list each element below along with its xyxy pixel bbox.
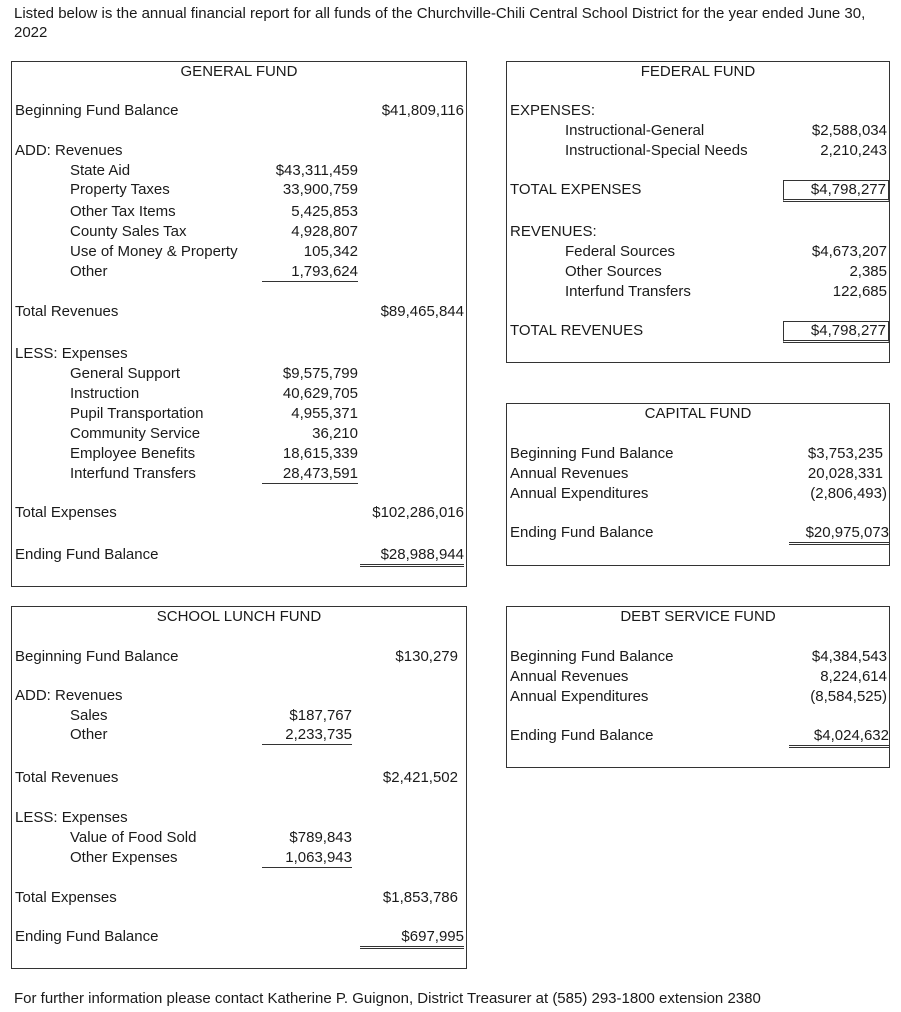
debt-row-label: Annual Revenues <box>510 668 629 685</box>
debt-row-value: (8,584,525) <box>810 688 887 705</box>
general-expense-label: Interfund Transfers <box>70 465 196 482</box>
capital-row-label: Annual Expenditures <box>510 485 649 502</box>
general-total-expenses-value: $102,286,016 <box>372 504 464 521</box>
capital-row-value: (2,806,493) <box>810 485 887 502</box>
school-lunch-fund-box <box>11 606 467 969</box>
lunch-beginning-label: Beginning Fund Balance <box>15 648 179 665</box>
general-expense-label: General Support <box>70 365 181 382</box>
lunch-total-expenses-label: Total Expenses <box>15 889 117 906</box>
capital-ending-value: $20,975,073 <box>789 524 889 545</box>
general-fund-box <box>11 61 467 587</box>
general-revenue-value: $43,311,459 <box>275 162 358 179</box>
debt-row-value: 8,224,614 <box>820 668 887 685</box>
federal-revenue-label: Other Sources <box>565 263 662 280</box>
debt-service-fund-box <box>506 606 890 768</box>
general-revenues-header: ADD: Revenues <box>15 142 123 159</box>
lunch-revenues-header: ADD: Revenues <box>15 687 123 704</box>
general-expense-label: Employee Benefits <box>70 445 196 462</box>
federal-revenue-value: 122,685 <box>832 283 887 300</box>
lunch-expense-value: 1,063,943 <box>262 849 352 868</box>
lunch-expense-value: $789,843 <box>289 829 352 846</box>
debt-row-label: Annual Expenditures <box>510 688 649 705</box>
general-revenue-label: Property Taxes <box>70 181 170 198</box>
general-expense-value: 28,473,591 <box>262 465 358 484</box>
capital-row-label: Beginning Fund Balance <box>510 445 674 462</box>
school-lunch-fund-title: SCHOOL LUNCH FUND <box>156 608 322 625</box>
lunch-expenses-header: LESS: Expenses <box>15 809 128 826</box>
general-expense-value: $9,575,799 <box>282 365 358 382</box>
general-revenue-label: County Sales Tax <box>70 223 187 240</box>
general-revenue-value: 4,928,807 <box>291 223 358 240</box>
lunch-beginning-value: $130,279 <box>395 648 458 665</box>
general-revenue-label: Other <box>70 263 108 280</box>
lunch-expense-label: Value of Food Sold <box>70 829 197 846</box>
federal-fund-box <box>506 61 890 363</box>
general-ending-value: $28,988,944 <box>360 546 464 567</box>
federal-revenue-label: Interfund Transfers <box>565 283 691 300</box>
debt-row-value: $4,384,543 <box>811 648 887 665</box>
federal-revenues-header: REVENUES: <box>510 223 597 240</box>
capital-ending-label: Ending Fund Balance <box>510 524 654 541</box>
federal-total-revenues-label: TOTAL REVENUES <box>510 322 644 339</box>
lunch-revenue-label: Sales <box>70 707 108 724</box>
general-beginning-value: $41,809,116 <box>381 102 464 119</box>
general-revenue-label: Use of Money & Property <box>70 243 238 260</box>
general-ending-label: Ending Fund Balance <box>15 546 159 563</box>
federal-fund-title: FEDERAL FUND <box>640 63 756 80</box>
federal-expenses-header: EXPENSES: <box>510 102 596 119</box>
lunch-revenue-value: 2,233,735 <box>262 726 352 745</box>
general-beginning-label: Beginning Fund Balance <box>15 102 179 119</box>
general-expense-label: Community Service <box>70 425 201 442</box>
general-revenue-value: 33,900,759 <box>282 181 358 198</box>
general-expense-label: Pupil Transportation <box>70 405 204 422</box>
general-expense-value: 4,955,371 <box>291 405 358 422</box>
lunch-ending-label: Ending Fund Balance <box>15 928 159 945</box>
general-expense-value: 18,615,339 <box>282 445 358 462</box>
federal-total-revenues-value: $4,798,277 <box>783 321 889 343</box>
federal-expense-label: Instructional-General <box>565 122 705 139</box>
general-total-revenues-value: $89,465,844 <box>380 303 464 320</box>
capital-fund-title: CAPITAL FUND <box>644 405 752 422</box>
general-fund-title: GENERAL FUND <box>180 63 298 80</box>
general-revenue-label: State Aid <box>70 162 131 179</box>
general-revenue-value: 5,425,853 <box>291 203 358 220</box>
capital-row-label: Annual Revenues <box>510 465 629 482</box>
intro-text: Listed below is the annual financial report for all funds of the Churchville-Chili Central School District for the year ended June 30, 2022 <box>14 5 866 41</box>
debt-ending-value: $4,024,632 <box>789 727 889 748</box>
federal-revenue-value: 2,385 <box>849 263 887 280</box>
general-expense-value: 40,629,705 <box>282 385 358 402</box>
lunch-total-revenues-label: Total Revenues <box>15 769 119 786</box>
federal-total-expenses-value: $4,798,277 <box>783 180 889 202</box>
debt-row-label: Beginning Fund Balance <box>510 648 674 665</box>
general-total-revenues-label: Total Revenues <box>15 303 119 320</box>
lunch-total-expenses-value: $1,853,786 <box>382 889 458 906</box>
footer-contact: For further information please contact Katherine P. Guignon, District Treasurer at (585) 293-1800 extension 2380 <box>14 990 761 1007</box>
lunch-total-revenues-value: $2,421,502 <box>382 769 458 786</box>
capital-fund-box <box>506 403 890 566</box>
capital-row-value: 20,028,331 <box>807 465 883 482</box>
lunch-expense-label: Other Expenses <box>70 849 178 866</box>
federal-expense-value: 2,210,243 <box>820 142 887 159</box>
federal-revenue-label: Federal Sources <box>565 243 676 260</box>
debt-ending-label: Ending Fund Balance <box>510 727 654 744</box>
general-expense-label: Instruction <box>70 385 140 402</box>
general-expense-value: 36,210 <box>312 425 358 442</box>
federal-total-expenses-label: TOTAL EXPENSES <box>510 181 642 198</box>
debt-service-fund-title: DEBT SERVICE FUND <box>620 608 776 625</box>
general-revenue-value: 105,342 <box>303 243 358 260</box>
general-revenue-value: 1,793,624 <box>262 263 358 282</box>
federal-revenue-value: $4,673,207 <box>811 243 887 260</box>
general-expenses-header: LESS: Expenses <box>15 345 128 362</box>
lunch-revenue-value: $187,767 <box>289 707 352 724</box>
federal-expense-value: $2,588,034 <box>811 122 887 139</box>
federal-expense-label: Instructional-Special Needs <box>565 142 748 159</box>
general-revenue-label: Other Tax Items <box>70 203 176 220</box>
lunch-ending-value: $697,995 <box>360 928 464 949</box>
lunch-revenue-label: Other <box>70 726 108 743</box>
general-total-expenses-label: Total Expenses <box>15 504 117 521</box>
capital-row-value: $3,753,235 <box>807 445 883 462</box>
